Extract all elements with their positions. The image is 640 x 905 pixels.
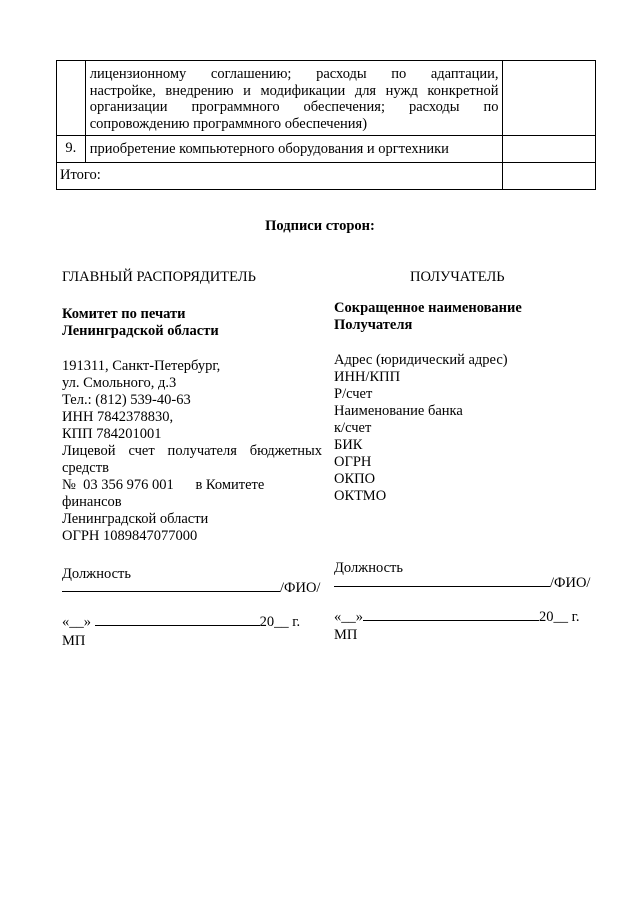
left-party-details	[62, 358, 322, 545]
row-description	[85, 136, 502, 163]
left-position-label: Должность	[62, 566, 131, 582]
table-row	[57, 136, 596, 163]
detail-line: Тел.: (812) 539-40-63	[62, 392, 191, 408]
left-fio-line	[62, 580, 324, 597]
table-row	[57, 61, 596, 136]
date-day: «__»	[62, 614, 91, 630]
detail-line: Лицевой счет получателя бюджетных	[62, 443, 322, 459]
expenses-table	[56, 60, 596, 190]
detail-line: КПП 784201001	[62, 426, 162, 442]
row-description	[85, 61, 502, 136]
date-day: «__»	[334, 609, 363, 625]
total-amount	[502, 163, 595, 190]
left-org-name	[62, 306, 322, 340]
date-month-line	[363, 620, 539, 621]
detail-line: БИК	[334, 437, 363, 453]
fio-signature-line	[62, 591, 280, 592]
detail-line: финансов	[62, 494, 122, 510]
table-total-row	[57, 163, 596, 190]
detail-line: ИНН/КПП	[334, 369, 401, 385]
detail-line: ОКТМО	[334, 488, 387, 504]
fio-signature-line	[334, 586, 550, 587]
row-number	[57, 61, 86, 136]
description-line: сопровождению программного обеспечения)	[89, 115, 368, 132]
left-stamp-label: МП	[62, 633, 86, 649]
detail-line: ОКПО	[334, 471, 376, 487]
row-amount	[502, 61, 595, 136]
detail-line: 191311, Санкт-Петербург,	[62, 358, 221, 374]
org-name-line: Ленинградской области	[62, 323, 219, 339]
right-position-label: Должность	[334, 560, 403, 576]
detail-line: ул. Смольного, д.3	[62, 375, 177, 391]
org-name-line: Комитет по печати	[62, 306, 186, 322]
date-year: 20__ г.	[259, 614, 301, 630]
detail-line: № 03 356 976 001 в Комитете	[62, 477, 265, 493]
org-name-line: Сокращенное наименование	[334, 300, 522, 316]
description-line: лицензионному соглашению; расходы по адаптации,	[89, 66, 499, 82]
detail-line: ОГРН	[334, 454, 372, 470]
detail-line: к/счет	[334, 420, 372, 436]
left-date-line	[62, 614, 324, 631]
org-name-line: Получателя	[334, 317, 413, 333]
description-line: организации программного обеспечения; расходы по	[89, 99, 499, 115]
description-line: настройке, внедрению и модификации для нужд конкретной	[89, 82, 499, 99]
right-date-line	[334, 609, 604, 626]
row-amount	[502, 136, 595, 163]
date-year: 20__ г.	[539, 609, 580, 625]
right-org-name	[334, 300, 604, 334]
detail-line: Ленинградской области	[62, 511, 209, 527]
right-stamp-label: МП	[334, 627, 358, 643]
detail-line: ОГРН 1089847077000	[62, 528, 198, 544]
total-label: Итого:	[57, 163, 503, 190]
fio-label: /ФИО/	[550, 575, 591, 591]
date-month-line	[95, 625, 260, 626]
right-party-details	[334, 352, 604, 505]
right-party-title: ПОЛУЧАТЕЛЬ	[410, 269, 505, 285]
right-fio-line	[334, 575, 604, 592]
detail-line: Р/счет	[334, 386, 373, 402]
fio-label: /ФИО/	[280, 580, 321, 596]
row-number: 9.	[57, 136, 86, 163]
signatures-heading: Подписи сторон:	[265, 218, 375, 234]
description-line: приобретение компьютерного оборудования и оргтехники	[89, 141, 449, 157]
left-party-title: ГЛАВНЫЙ РАСПОРЯДИТЕЛЬ	[62, 269, 256, 285]
detail-line: ИНН 7842378830,	[62, 409, 174, 425]
detail-line: Адрес (юридический адрес)	[334, 352, 508, 368]
detail-line: Наименование банка	[334, 403, 463, 419]
detail-line: средств	[62, 460, 109, 476]
